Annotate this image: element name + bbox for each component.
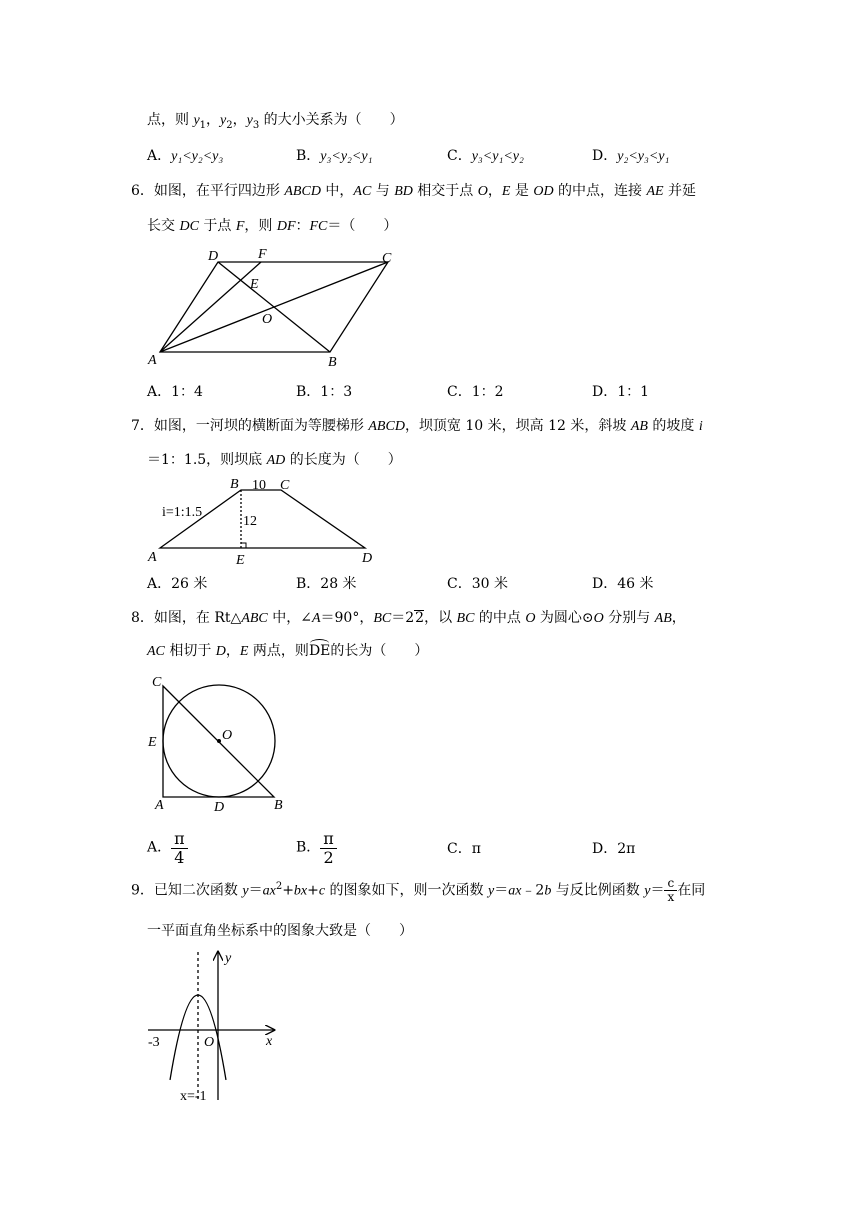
label-a: A — [148, 550, 157, 565]
q5-option-a[interactable]: A．y₁<y₂<y₃ — [147, 148, 224, 164]
label-e: E — [148, 735, 157, 750]
diagonal-bd — [218, 262, 330, 352]
sqrt-radical: 2 — [415, 610, 425, 626]
q9-parabola-figure — [140, 944, 300, 1104]
label-d: D — [214, 800, 225, 815]
label-y: y — [225, 951, 232, 966]
label-height: 12 — [243, 514, 257, 529]
label-o: O — [222, 728, 233, 743]
label-d: D — [362, 551, 373, 566]
label-a: A — [155, 798, 164, 813]
q6-number: 6． — [131, 183, 154, 199]
q8-option-b[interactable]: B． $\frac{\pi}{2}$ — [296, 830, 337, 866]
label-d: D — [208, 249, 219, 264]
q6-option-b[interactable]: B．1：3 — [296, 384, 353, 400]
label-a: A — [148, 353, 157, 368]
q7-option-d[interactable]: D．46 米 — [592, 576, 654, 592]
q7-stem-line1: 7．如图，一河坝的横断面为等腰梯形 ABCD，坝顶宽 10 米，坝高 12 米，斜坡 AB 的坡度 i — [131, 418, 703, 434]
q7-option-a[interactable]: A．26 米 — [147, 576, 208, 592]
arc-de: DE — [308, 643, 331, 659]
q8-stem-line2: AC 相切于 D，E 两点，则DE的长为（ ） — [147, 643, 429, 659]
q9-stem-line1: 9．已知二次函数 $y=ax^2+bx+c$ 的图象如下，则一次函数 y＝ax﹣2b 与反比例函数 y＝ $\frac{c}{x}$ 在同 — [131, 876, 706, 905]
q7-option-c[interactable]: C．30 米 — [447, 576, 508, 592]
q9-number: 9． — [131, 882, 154, 899]
q7-stem-line2: ＝1：1.5，则坝底 AD 的长度为（ ） — [147, 452, 402, 468]
q6-stem-line2: 长交 DC 于点 F，则 DF：FC＝（ ） — [147, 218, 398, 234]
q7-trapezoid-figure — [140, 474, 390, 568]
q5-option-b[interactable]: B．y₃<y₂<y₁ — [296, 148, 373, 164]
q8-number: 8． — [131, 610, 154, 626]
label-e: E — [236, 553, 245, 568]
line-af — [160, 262, 261, 352]
label-c: C — [280, 478, 290, 493]
center-point-o — [217, 739, 221, 743]
q8-option-a[interactable]: A． $\frac{\pi}{4}$ — [147, 830, 188, 866]
label-o: O — [262, 312, 273, 327]
q6-option-a[interactable]: A．1：4 — [147, 384, 203, 400]
q8-option-d[interactable]: D．2π — [592, 841, 636, 857]
label-b: B — [230, 477, 239, 492]
q8-circle-figure — [140, 672, 300, 818]
q6-parallelogram-figure — [140, 244, 410, 369]
q6-stem-line1: 6．如图，在平行四边形 ABCD 中，AC 与 BD 相交于点 O，E 是 OD 的中点，连接 AE 并延 — [131, 183, 697, 199]
label-axis-eq: x=-1 — [180, 1089, 207, 1104]
right-angle-mark — [241, 543, 246, 548]
q9-stem-line2: 一平面直角坐标系中的图象大致是（ ） — [147, 923, 413, 939]
label-x: x — [266, 1034, 273, 1049]
label-c: C — [152, 675, 162, 690]
q8-option-c[interactable]: C．π — [447, 841, 481, 857]
label-f: F — [258, 247, 267, 262]
label-b: B — [328, 355, 337, 369]
label-neg3: -3 — [148, 1035, 160, 1050]
label-b: B — [274, 798, 283, 813]
label-origin: O — [204, 1035, 215, 1050]
label-slope: i=1:1.5 — [162, 505, 203, 520]
q5-option-d[interactable]: D．y₂<y₃<y₁ — [592, 148, 670, 164]
label-c: C — [382, 251, 392, 266]
q7-option-b[interactable]: B．28 米 — [296, 576, 357, 592]
q6-option-c[interactable]: C．1：2 — [447, 384, 504, 400]
q6-option-d[interactable]: D．1：1 — [592, 384, 650, 400]
q7-number: 7． — [131, 418, 154, 434]
label-e: E — [250, 277, 259, 292]
q5-stem-continuation: 点，则 $y_1$，$y_2$，$y_3$ 的大小关系为（ ） — [147, 112, 404, 131]
q8-stem-line1: 8．如图，在 Rt△ABC 中，∠A＝90°，BC＝22，以 BC 的中点 O 为圆心⊙O 分别与 AB， — [131, 610, 686, 626]
q5-option-c[interactable]: C．y₃<y₁<y₂ — [447, 148, 524, 164]
label-top-width: 10 — [252, 478, 266, 493]
